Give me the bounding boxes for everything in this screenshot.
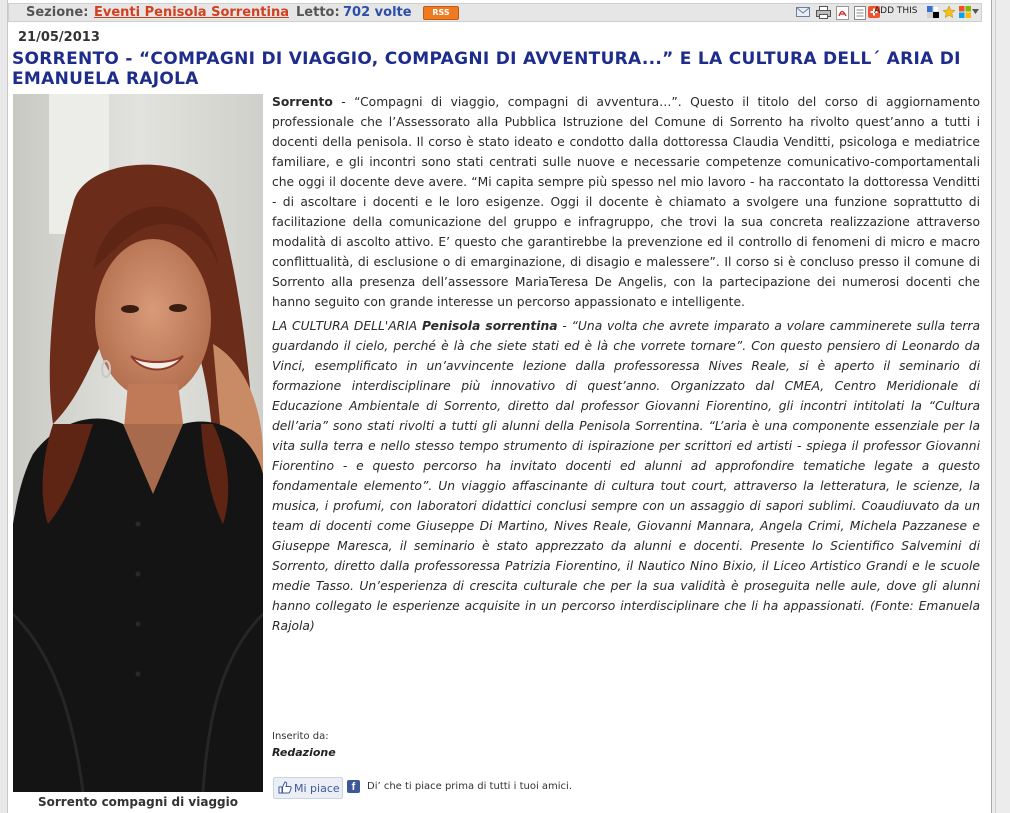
paragraph-lead: LA CULTURA DELL'ARIA: [272, 319, 422, 333]
paragraph-lead: Sorrento: [272, 95, 333, 109]
paragraph-text: - “Compagni di viaggio, compagni di avventura…”. Questo il titolo del corso di aggiornamento professionale che l’Assessorato alla Pubblica Istruzione del Comune di Sorrento ha rivolto quest’anno a tutti i docenti della penisola. Il corso è stato ideato e condotto dalla dottoressa Claudia Venditti, psicologa e mediatrice familiare, e gli incontri sono stati centrati sulle nuove e necessarie competenze comunicativo-comportamentali che oggi il docente deve avere. “Mi capita sempre più spesso nel mio lavoro - ha raccontato la dottoressa Venditti - di ascoltare i docenti e le loro esigenze. Oggi il docente è chiamato a svolgere una funzione soprattutto di facilitazione della comunicazione del gruppo e infragruppo, che trovi la sua concreta realizzazione attraverso modalità di ascolto attivo. E’ questo che garantirebbe la prevenzione ed il controllo di fenomeni di micro e macro conflittualità, di esclusione o di emarginazione, di disagio e malessere”. Il corso si è concluso presso il comune di Sorrento alla presenza dell’assessore MariaTeresa De Angelis, con la partecipazione dei numerosi docenti che hanno seguito con grande interesse un percorso appassionato e intelligente.: [272, 95, 980, 309]
delicious-icon[interactable]: [927, 6, 939, 18]
paragraph-lead-bold: Penisola sorrentina: [421, 319, 558, 333]
paragraph-text: - “Una volta che avrete imparato a volare camminerete sulla terra guardando il cielo, perché è là che siete stati ed è là che vorrete tornare”. Con questo pensiero di Leonardo da Vinci, esemplificato in un’avvincente lezione dalla professoressa Nives Reale, si è aperto il seminario di formazione interdisciplinare più innovativo di quest’anno. Organizzato dal CMEA, Centro Meridionale di Educazione Ambientale di Sorrento, diretto dal professor Giovanni Fiorentino, gli incontri intitolati la “Cultura dell’aria” sono stati rivolti a tutti gli alunni della Penisola Sorrentina. “L’aria è una componente essenziale per la vita sulla terra e nello stesso tempo strumento di ispirazione per scrittori ed artisti - spiega il professor Giovanni Fiorentino - e questo percorso ha invitato docenti ed alunni ad approfondire tematiche legate a questo fondamentale elemento”. Un viaggio affascinante di cultura tout court, attraverso la letteratura, le scienze, la musica, i profumi, con laboratori didattici conclusi sempre con un assaggio di sapori sublimi. Coaudiuvato da un team di docenti come Giuseppe Di Martino, Nives Reale, Giovanni Mannara, Angela Crimi, Michela Pazzanese e Giuseppe Maresca, il seminario è stato apprezzato da alunni e docenti. Presente lo Scientifico Salvemini di Sorrento, diretto dalla professoressa Patrizia Fiorentino, il Nautico Nino Bixio, il Liceo Artistico Grandi e le scuole medie Tasso. Un’esperienza di crescita culturale che per la sua validità è proseguita nelle aule, dove gli alunni hanno collegato le esperienze acquisite in un percorso interdisciplinare che li ha appassionati. (Fonte: Emanuela Rajola): [272, 319, 980, 633]
read-count-label: Letto:: [296, 5, 340, 20]
article-title: SORRENTO - “COMPAGNI DI VIAGGIO, COMPAGNI DI AVVENTURA...” E LA CULTURA DELL´ ARIA DI EMANUELA RAJOLA: [12, 49, 961, 89]
pdf-icon[interactable]: [836, 6, 849, 20]
section-link[interactable]: Eventi Penisola Sorrentina: [94, 5, 289, 20]
window-left-edge: [0, 0, 8, 813]
print-icon[interactable]: [816, 6, 831, 19]
rss-button[interactable]: RSS: [423, 6, 459, 20]
addthis-label[interactable]: ADD THIS: [874, 6, 918, 16]
photo-caption: Sorrento compagni di viaggio: [38, 795, 238, 809]
facebook-icon: f: [347, 780, 360, 793]
favorites-icon[interactable]: [943, 6, 955, 18]
inserted-by-author[interactable]: Redazione: [272, 746, 336, 759]
windows-live-icon[interactable]: [959, 6, 971, 18]
article-paragraph-1: [272, 92, 980, 312]
document-icon[interactable]: [854, 6, 866, 20]
article-paragraph-2: [272, 316, 980, 636]
like-label: Mi piace: [294, 782, 340, 795]
article-meta-bar: [8, 3, 982, 22]
like-prompt: Di’ che ti piace prima di tutti i tuoi amici.: [367, 781, 573, 792]
article-body: [272, 92, 980, 636]
scrollbar-track[interactable]: [991, 0, 1010, 813]
article-photo: [13, 94, 263, 792]
thumbs-up-icon: [278, 781, 292, 794]
facebook-like-button[interactable]: [273, 777, 343, 799]
article-date: 21/05/2013: [18, 30, 100, 45]
section-label: Sezione:: [26, 5, 89, 20]
chevron-down-icon[interactable]: [972, 9, 979, 15]
read-count-value: 702 volte: [343, 5, 412, 20]
portrait-image: [13, 94, 263, 792]
inserted-by-label: Inserito da:: [272, 731, 329, 742]
email-icon[interactable]: [796, 6, 810, 18]
